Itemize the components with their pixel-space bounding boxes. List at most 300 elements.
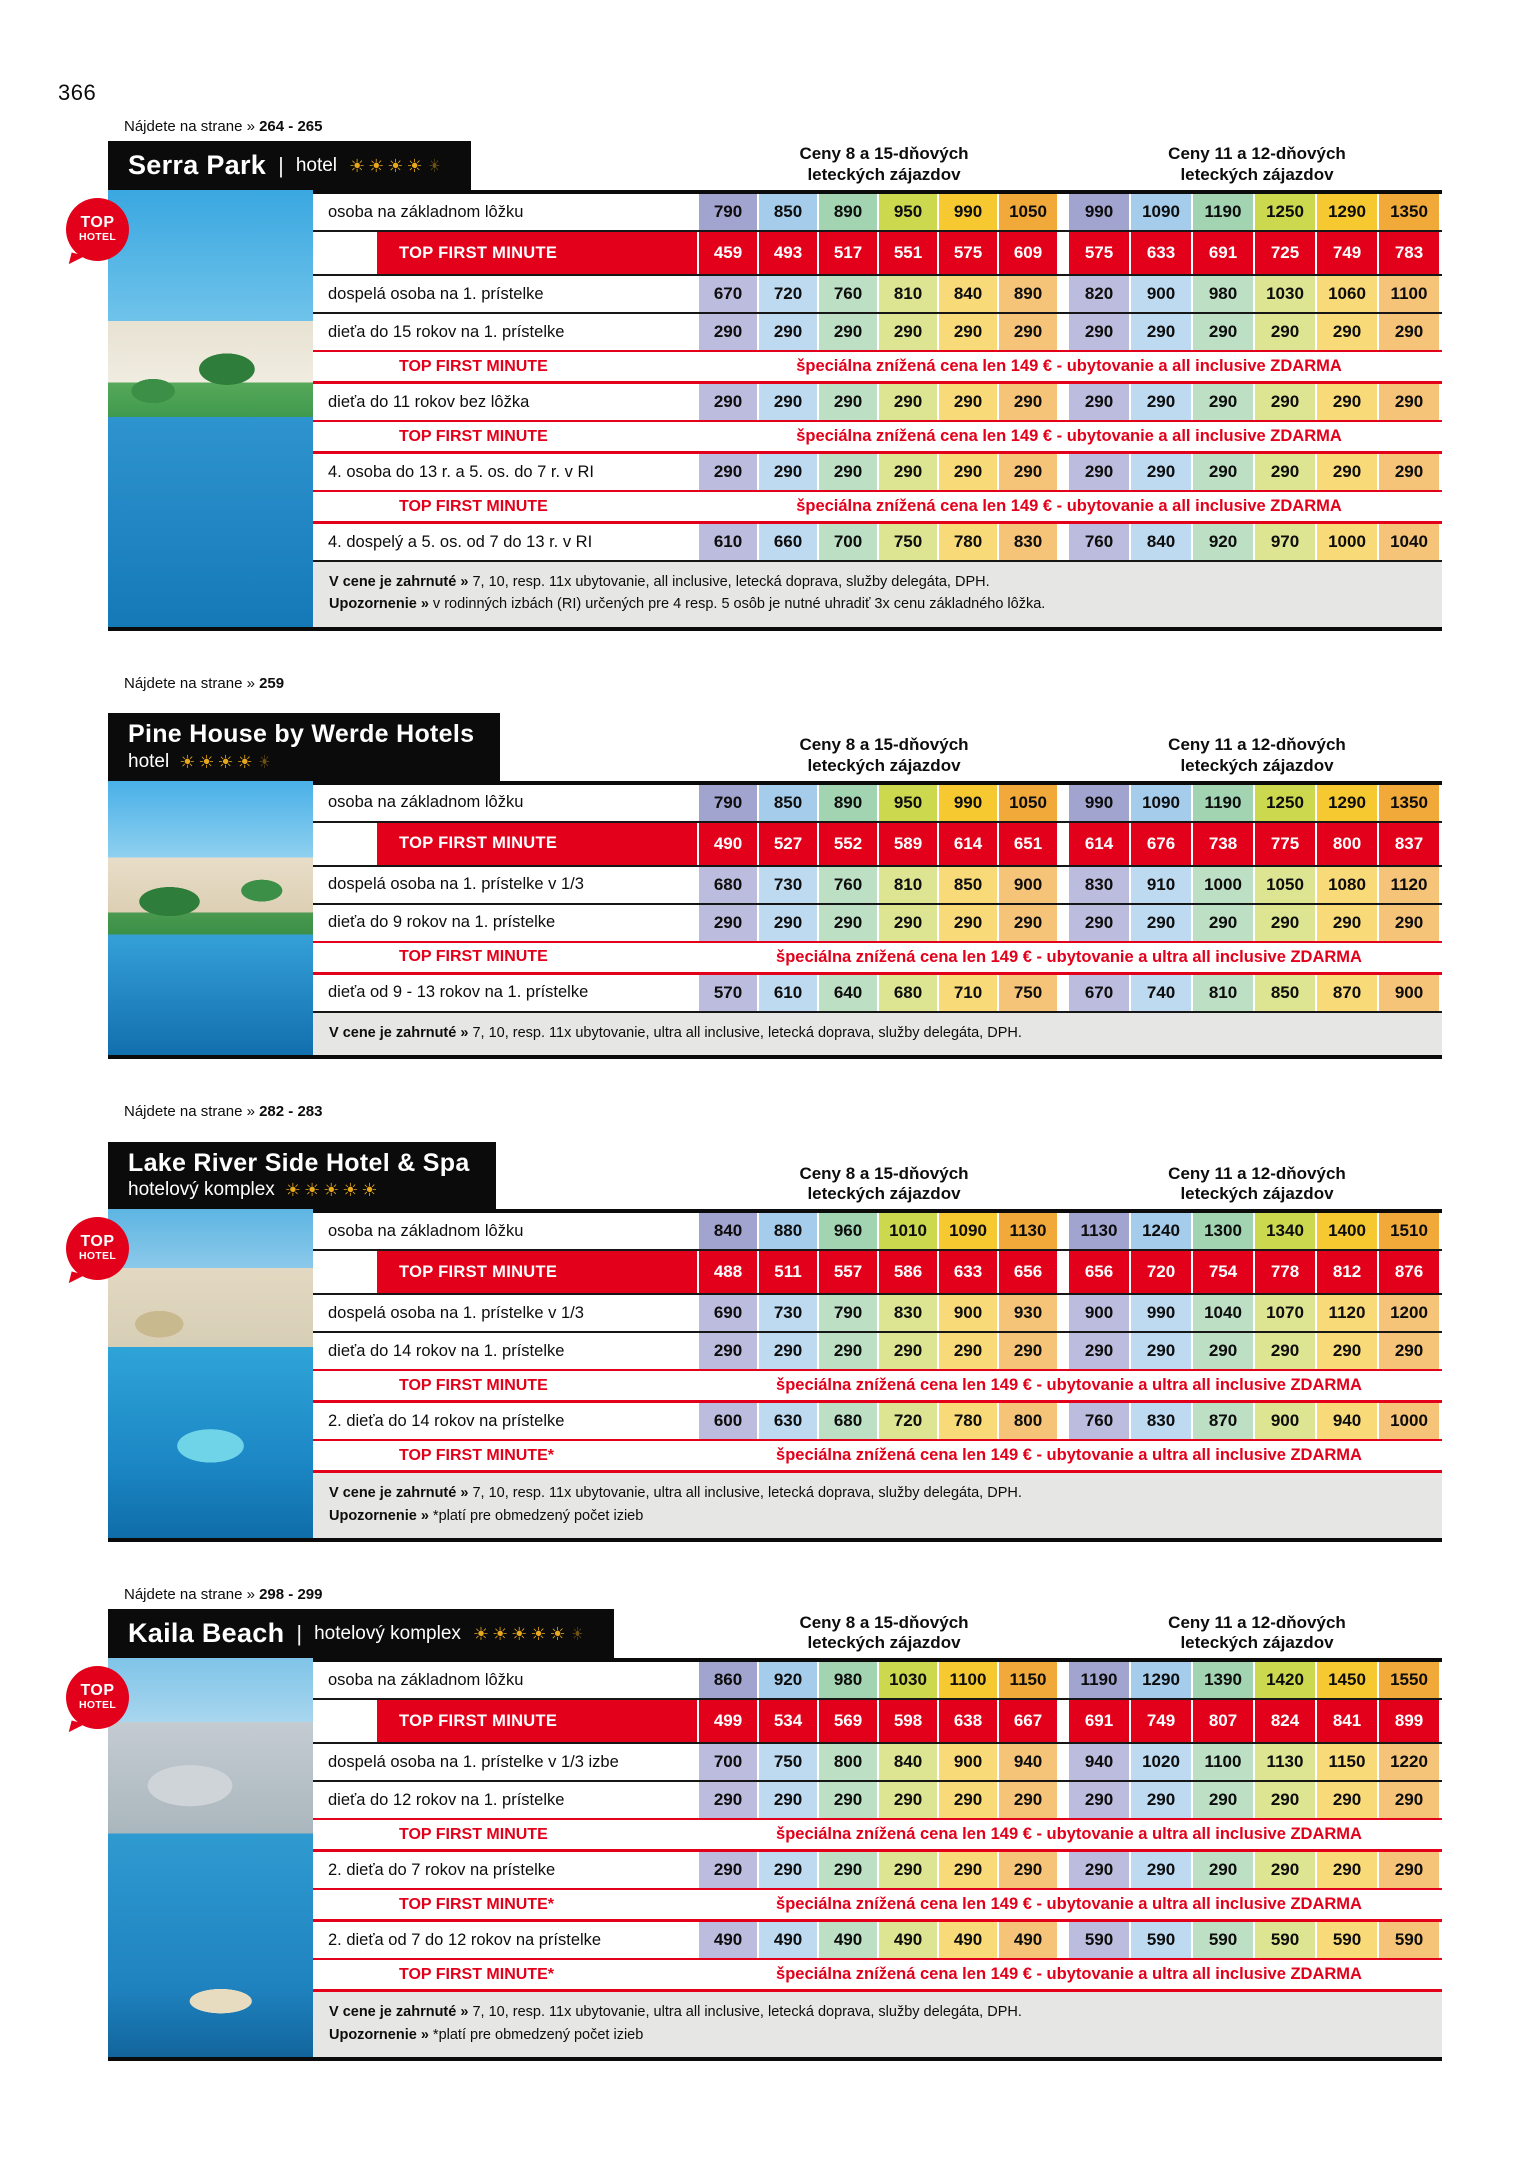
price-row-label: dospelá osoba na 1. prístelke v 1/3 izbe xyxy=(313,1744,697,1780)
price-cell: 1060 xyxy=(1317,276,1377,312)
price-row-label: dospelá osoba na 1. prístelke v 1/3 xyxy=(313,867,697,903)
price-cell: 290 xyxy=(1317,314,1377,350)
top-first-minute-price-cell: 783 xyxy=(1379,232,1439,274)
price-cell: 290 xyxy=(819,384,877,420)
top-first-minute-special-label: TOP FIRST MINUTE xyxy=(313,1371,697,1400)
hotel-section xyxy=(78,1103,1442,1542)
price-cell: 1150 xyxy=(999,1662,1057,1698)
price-cell: 1420 xyxy=(1255,1662,1315,1698)
sun-star-half-icon: ☀ xyxy=(428,155,443,176)
top-first-minute-price-cell: 749 xyxy=(1131,1700,1191,1742)
note-label: Upozornenie » xyxy=(329,596,429,613)
column-group-gap xyxy=(1059,1852,1067,1888)
price-row xyxy=(313,1744,1442,1782)
top-first-minute-special-label: TOP FIRST MINUTE xyxy=(313,492,697,521)
find-on-page-value: 298 - 299 xyxy=(259,1586,323,1604)
price-cell: 290 xyxy=(1379,1333,1439,1369)
price-cell: 290 xyxy=(1193,1852,1253,1888)
price-cell: 810 xyxy=(1193,975,1253,1011)
price-cell: 290 xyxy=(1069,905,1129,941)
price-cell: 1190 xyxy=(1069,1662,1129,1698)
note-label: Upozornenie » xyxy=(329,1507,429,1524)
price-cell: 1000 xyxy=(1379,1403,1439,1439)
price-row-label: osoba na základnom lôžku xyxy=(313,194,697,230)
hotel-section xyxy=(78,118,1442,631)
price-row xyxy=(313,384,1442,420)
price-row-label: 2. dieťa od 7 do 12 rokov na prístelke xyxy=(313,1922,697,1958)
price-cell: 710 xyxy=(939,975,997,1011)
top-first-minute-price-cell: 517 xyxy=(819,232,877,274)
price-cell: 780 xyxy=(939,1403,997,1439)
price-row-label: dieťa do 11 rokov bez lôžka xyxy=(313,384,697,420)
price-cell: 990 xyxy=(1131,1295,1191,1331)
price-row-label: 2. dieťa do 14 rokov na prístelke xyxy=(313,1403,697,1439)
price-cell: 290 xyxy=(759,454,817,490)
price-cell: 290 xyxy=(1255,1782,1315,1818)
price-group-header-line2: leteckých zájazdov xyxy=(1180,1632,1334,1652)
top-first-minute-special-text: špeciálna znížená cena len 149 € - ubytovanie a ultra all inclusive ZDARMA xyxy=(776,947,1362,966)
price-cell: 290 xyxy=(1069,454,1129,490)
price-cell: 980 xyxy=(819,1662,877,1698)
price-cell: 290 xyxy=(1193,1333,1253,1369)
price-cell: 1190 xyxy=(1193,785,1253,821)
hotel-titlebar xyxy=(108,1142,496,1210)
price-cell: 1150 xyxy=(1317,1744,1377,1780)
price-table-notes xyxy=(313,1992,1442,2057)
price-cell: 290 xyxy=(1255,905,1315,941)
top-first-minute-special-label: TOP FIRST MINUTE* xyxy=(313,1441,697,1470)
price-cell: 290 xyxy=(1131,1782,1191,1818)
price-cell: 690 xyxy=(699,1295,757,1331)
section-body xyxy=(78,190,1442,631)
price-cell: 830 xyxy=(879,1295,937,1331)
price-cell: 290 xyxy=(759,1852,817,1888)
hotel-category: hotel xyxy=(295,154,338,176)
price-cell: 290 xyxy=(1255,1333,1315,1369)
top-first-minute-special-text: špeciálna znížená cena len 149 € - ubytovanie a all inclusive ZDARMA xyxy=(796,427,1342,445)
price-cell: 290 xyxy=(1131,905,1191,941)
price-cell: 830 xyxy=(1131,1403,1191,1439)
price-cell: 730 xyxy=(759,1295,817,1331)
top-first-minute-special-row xyxy=(313,1888,1442,1922)
price-cell: 1030 xyxy=(879,1662,937,1698)
note-label: V cene je zahrnuté » xyxy=(329,1485,469,1502)
price-cell: 490 xyxy=(699,1922,757,1958)
top-first-minute-price-cell: 656 xyxy=(1069,1251,1129,1293)
top-first-minute-price-cell: 720 xyxy=(1131,1251,1191,1293)
price-cell: 870 xyxy=(1193,1403,1253,1439)
price-cell: 930 xyxy=(999,1295,1057,1331)
price-cell: 920 xyxy=(1193,524,1253,560)
top-hotel-badge-line1: TOP xyxy=(80,1233,115,1251)
top-first-minute-special-text: špeciálna znížená cena len 149 € - ubytovanie a ultra all inclusive ZDARMA xyxy=(776,1895,1362,1914)
price-cell: 660 xyxy=(759,524,817,560)
section-header xyxy=(108,118,1442,190)
hotel-titlebar xyxy=(108,141,471,190)
price-group-header-line2: leteckých zájazdov xyxy=(807,164,961,184)
price-cell: 910 xyxy=(1131,867,1191,903)
column-group-gap xyxy=(1059,1662,1067,1698)
price-group-header xyxy=(706,735,1062,776)
price-cell: 750 xyxy=(759,1744,817,1780)
price-cell: 750 xyxy=(999,975,1057,1011)
find-on-page-value: 259 xyxy=(259,674,285,692)
find-on-page-value: 282 - 283 xyxy=(259,1103,323,1121)
price-cell: 790 xyxy=(819,1295,877,1331)
title-separator: | xyxy=(278,152,284,178)
price-cell: 290 xyxy=(939,1782,997,1818)
price-cell: 290 xyxy=(1379,1852,1439,1888)
price-cell: 700 xyxy=(819,524,877,560)
hotel-name: Lake River Side Hotel & Spa xyxy=(128,1148,470,1177)
price-cell: 810 xyxy=(879,867,937,903)
price-row xyxy=(313,867,1442,905)
price-cell: 290 xyxy=(1379,384,1439,420)
note-label: Upozornenie » xyxy=(329,2026,429,2043)
column-group-gap xyxy=(1059,276,1067,312)
price-cell: 1250 xyxy=(1255,785,1315,821)
price-cell: 610 xyxy=(699,524,757,560)
price-cell: 290 xyxy=(1069,314,1129,350)
find-on-page-label: Nájdete na strane » xyxy=(124,118,255,135)
price-cell: 290 xyxy=(819,1782,877,1818)
price-cell: 950 xyxy=(879,785,937,821)
price-cell: 850 xyxy=(1255,975,1315,1011)
top-first-minute-price-cell: 459 xyxy=(699,232,757,274)
price-cell: 900 xyxy=(999,867,1057,903)
sun-star-icon: ☀ xyxy=(406,155,426,176)
price-cell: 850 xyxy=(759,194,817,230)
top-first-minute-price-cell: 511 xyxy=(759,1251,817,1293)
find-on-page-label: Nájdete na strane » xyxy=(124,1586,255,1604)
price-row xyxy=(313,314,1442,350)
price-cell: 850 xyxy=(759,785,817,821)
note-line xyxy=(329,593,1426,615)
sun-star-icon: ☀ xyxy=(179,751,199,772)
price-cell: 1300 xyxy=(1193,1213,1253,1249)
find-on-page-line xyxy=(124,1586,322,1603)
note-line xyxy=(329,2024,1426,2046)
column-group-gap xyxy=(1059,975,1067,1011)
price-cell: 890 xyxy=(819,785,877,821)
top-hotel-badge-line1: TOP xyxy=(80,1682,115,1700)
price-cell: 880 xyxy=(759,1213,817,1249)
top-hotel-badge xyxy=(66,1666,129,1729)
price-group-header-line2: leteckých zájazdov xyxy=(807,1632,961,1652)
price-group-header-line1: Ceny 8 a 15-dňových xyxy=(799,144,969,164)
title-separator: | xyxy=(296,1620,303,1646)
section-body xyxy=(78,1658,1442,2061)
hotel-name: Kaila Beach xyxy=(128,1618,285,1649)
top-hotel-badge xyxy=(66,1217,129,1280)
top-first-minute-price-cell: 651 xyxy=(999,823,1057,865)
price-cell: 290 xyxy=(1193,1782,1253,1818)
price-cell: 1000 xyxy=(1317,524,1377,560)
price-cell: 830 xyxy=(999,524,1057,560)
price-cell: 840 xyxy=(1131,524,1191,560)
column-group-gap xyxy=(1059,384,1067,420)
price-cell: 290 xyxy=(819,1333,877,1369)
top-first-minute-price-cell: 633 xyxy=(939,1251,997,1293)
top-first-minute-special-text: špeciálna znížená cena len 149 € - ubytovanie a ultra all inclusive ZDARMA xyxy=(776,1825,1362,1844)
top-first-minute-price-cell: 841 xyxy=(1317,1700,1377,1742)
price-group-header-line2: leteckých zájazdov xyxy=(1180,164,1334,184)
price-group-header xyxy=(1074,735,1440,776)
price-cell: 790 xyxy=(699,194,757,230)
price-row-label: osoba na základnom lôžku xyxy=(313,1213,697,1249)
price-cell: 1340 xyxy=(1255,1213,1315,1249)
price-cell: 900 xyxy=(1069,1295,1129,1331)
top-first-minute-price-cell: 812 xyxy=(1317,1251,1377,1293)
price-cell: 1220 xyxy=(1379,1744,1439,1780)
price-group-header xyxy=(706,144,1062,185)
price-cell: 570 xyxy=(699,975,757,1011)
price-cell: 890 xyxy=(999,276,1057,312)
section-body xyxy=(78,1209,1442,1542)
note-text: 7, 10, resp. 11x ubytovanie, all inclusive, letecká doprava, služby delegáta, DPH. xyxy=(468,574,990,590)
price-table-notes xyxy=(313,1473,1442,1538)
price-cell: 1100 xyxy=(1379,276,1439,312)
price-group-header-line1: Ceny 11 a 12-dňových xyxy=(1168,1612,1346,1632)
hotel-name: Pine House by Werde Hotels xyxy=(128,720,475,749)
price-cell: 1050 xyxy=(999,785,1057,821)
top-first-minute-price-cell: 490 xyxy=(699,823,757,865)
column-group-gap xyxy=(1059,1213,1067,1249)
top-first-minute-label: TOP FIRST MINUTE xyxy=(313,1700,697,1742)
hotel-titlebar xyxy=(108,1609,614,1658)
price-cell: 290 xyxy=(939,454,997,490)
price-cell: 590 xyxy=(1379,1922,1439,1958)
top-hotel-badge-line2: HOTEL xyxy=(78,230,117,243)
sun-star-icon: ☀ xyxy=(549,1623,569,1644)
price-group-header-line2: leteckých zájazdov xyxy=(1180,1184,1334,1204)
top-first-minute-price-cell: 800 xyxy=(1317,823,1377,865)
price-cell: 1100 xyxy=(1193,1744,1253,1780)
price-cell: 800 xyxy=(819,1744,877,1780)
top-first-minute-label: TOP FIRST MINUTE xyxy=(313,232,697,274)
price-row-label: 4. osoba do 13 r. a 5. os. do 7 r. v RI xyxy=(313,454,697,490)
price-cell: 680 xyxy=(879,975,937,1011)
find-on-page-label: Nájdete na strane » xyxy=(124,674,255,692)
note-text: *platí pre obmedzený počet izieb xyxy=(428,2026,644,2043)
sun-star-half-icon: ☀ xyxy=(258,751,273,772)
price-cell: 630 xyxy=(759,1403,817,1439)
price-cell: 290 xyxy=(999,1782,1057,1818)
note-text: 7, 10, resp. 11x ubytovanie, ultra all inclusive, letecká doprava, služby delegáta, DPH. xyxy=(468,1485,1022,1502)
price-cell: 670 xyxy=(699,276,757,312)
hotel-star-rating xyxy=(349,157,445,175)
hotel-photo xyxy=(78,190,313,627)
top-hotel-badge-line2: HOTEL xyxy=(78,1699,117,1712)
price-cell: 860 xyxy=(699,1662,757,1698)
price-cell: 1350 xyxy=(1379,785,1439,821)
price-cell: 290 xyxy=(879,384,937,420)
section-header xyxy=(108,1586,1442,1658)
price-cell: 290 xyxy=(699,1852,757,1888)
price-row xyxy=(313,1852,1442,1888)
price-cell: 290 xyxy=(759,905,817,941)
price-cell: 290 xyxy=(1317,905,1377,941)
find-on-page-value: 264 - 265 xyxy=(259,118,323,135)
price-cell: 290 xyxy=(1317,454,1377,490)
price-cell: 760 xyxy=(819,276,877,312)
price-cell: 830 xyxy=(1069,867,1129,903)
top-first-minute-price-cell: 557 xyxy=(819,1251,877,1293)
price-cell: 290 xyxy=(1255,314,1315,350)
price-cell: 1130 xyxy=(1255,1744,1315,1780)
price-cell: 870 xyxy=(1317,975,1377,1011)
note-label: V cene je zahrnuté » xyxy=(329,2004,469,2021)
price-cell: 780 xyxy=(939,524,997,560)
top-first-minute-special-row xyxy=(313,350,1442,384)
column-group-gap xyxy=(1059,867,1067,903)
price-cell: 290 xyxy=(1131,1333,1191,1369)
top-first-minute-price-cell: 725 xyxy=(1255,232,1315,274)
top-first-minute-price-cell: 778 xyxy=(1255,1251,1315,1293)
note-text: v rodinných izbách (RI) určených pre 4 resp. 5 osôb je nutné uhradiť 3x cenu základného lôžka. xyxy=(428,596,1046,613)
price-cell: 290 xyxy=(879,1782,937,1818)
hotel-sections xyxy=(78,118,1442,2105)
top-first-minute-price-cell: 754 xyxy=(1193,1251,1253,1293)
top-first-minute-price-cell: 614 xyxy=(1069,823,1129,865)
sun-star-icon: ☀ xyxy=(492,1623,512,1644)
price-group-header-line1: Ceny 11 a 12-dňových xyxy=(1168,735,1346,755)
price-group-header xyxy=(1074,1613,1440,1654)
note-line xyxy=(329,571,1426,593)
top-first-minute-price-cell: 676 xyxy=(1131,823,1191,865)
price-cell: 900 xyxy=(1131,276,1191,312)
top-first-minute-special-row xyxy=(313,420,1442,454)
price-cell: 1090 xyxy=(1131,194,1191,230)
price-cell: 1100 xyxy=(939,1662,997,1698)
section-body xyxy=(108,781,1442,1059)
top-first-minute-price-cell: 691 xyxy=(1193,232,1253,274)
price-group-header-line1: Ceny 8 a 15-dňových xyxy=(799,735,969,755)
column-group-gap xyxy=(1059,232,1067,274)
top-first-minute-special-row xyxy=(313,490,1442,524)
price-cell: 640 xyxy=(819,975,877,1011)
price-row-label: osoba na základnom lôžku xyxy=(313,1662,697,1698)
top-first-minute-special-label: TOP FIRST MINUTE* xyxy=(313,1890,697,1919)
price-cell: 290 xyxy=(699,1333,757,1369)
price-table-notes xyxy=(313,562,1442,627)
price-cell: 1550 xyxy=(1379,1662,1439,1698)
price-row-label: dieťa do 9 rokov na 1. prístelke xyxy=(313,905,697,941)
column-group-gap xyxy=(1059,905,1067,941)
price-cell: 1070 xyxy=(1255,1295,1315,1331)
column-group-gap xyxy=(1059,314,1067,350)
price-cell: 290 xyxy=(999,384,1057,420)
price-cell: 1080 xyxy=(1317,867,1377,903)
price-table xyxy=(313,190,1442,627)
price-cell: 290 xyxy=(1317,1333,1377,1369)
price-cell: 290 xyxy=(819,905,877,941)
price-cell: 490 xyxy=(759,1922,817,1958)
price-cell: 940 xyxy=(999,1744,1057,1780)
price-cell: 840 xyxy=(879,1744,937,1780)
price-row-label: dieťa do 15 rokov na 1. prístelke xyxy=(313,314,697,350)
price-cell: 590 xyxy=(1255,1922,1315,1958)
price-cell: 290 xyxy=(999,314,1057,350)
column-group-gap xyxy=(1059,1744,1067,1780)
sun-star-half-icon: ☀ xyxy=(571,1623,586,1644)
column-group-gap xyxy=(1059,194,1067,230)
price-cell: 790 xyxy=(699,785,757,821)
section-header xyxy=(108,1103,1442,1209)
price-cell: 290 xyxy=(699,454,757,490)
top-first-minute-row xyxy=(313,232,1442,276)
price-row xyxy=(313,1295,1442,1333)
price-cell: 1010 xyxy=(879,1213,937,1249)
top-first-minute-special-row xyxy=(313,1958,1442,1992)
top-hotel-badge xyxy=(66,198,129,261)
price-cell: 940 xyxy=(1317,1403,1377,1439)
column-group-gap xyxy=(1059,1295,1067,1331)
sun-star-icon: ☀ xyxy=(368,155,388,176)
price-cell: 1290 xyxy=(1317,194,1377,230)
price-group-header xyxy=(1074,1164,1440,1205)
price-cell: 1020 xyxy=(1131,1744,1191,1780)
price-cell: 1090 xyxy=(939,1213,997,1249)
top-first-minute-price-cell: 667 xyxy=(999,1700,1057,1742)
price-cell: 730 xyxy=(759,867,817,903)
price-table xyxy=(313,1658,1442,2057)
price-row-label: dieťa od 9 - 13 rokov na 1. prístelke xyxy=(313,975,697,1011)
price-cell: 290 xyxy=(999,1333,1057,1369)
price-cell: 290 xyxy=(819,454,877,490)
top-first-minute-special-text: špeciálna znížená cena len 149 € - ubytovanie a all inclusive ZDARMA xyxy=(796,497,1342,515)
note-line xyxy=(329,1505,1426,1527)
hotel-title-line2 xyxy=(128,1179,470,1201)
price-cell: 290 xyxy=(939,905,997,941)
price-cell: 290 xyxy=(939,314,997,350)
top-first-minute-price-cell: 527 xyxy=(759,823,817,865)
price-row-label: dieťa do 12 rokov na 1. prístelke xyxy=(313,1782,697,1818)
top-first-minute-price-cell: 534 xyxy=(759,1700,817,1742)
price-cell: 820 xyxy=(1069,276,1129,312)
find-on-page-line xyxy=(124,675,284,692)
sun-star-icon: ☀ xyxy=(217,751,237,772)
price-cell: 670 xyxy=(1069,975,1129,1011)
price-row xyxy=(313,975,1442,1013)
price-cell: 490 xyxy=(939,1922,997,1958)
top-first-minute-price-cell: 749 xyxy=(1317,232,1377,274)
sun-star-icon: ☀ xyxy=(284,1180,304,1201)
hotel-star-rating xyxy=(285,1181,381,1199)
hotel-photo xyxy=(78,1658,313,2057)
price-cell: 490 xyxy=(999,1922,1057,1958)
top-first-minute-label: TOP FIRST MINUTE xyxy=(313,823,697,865)
price-cell: 680 xyxy=(819,1403,877,1439)
column-group-gap xyxy=(1059,1700,1067,1742)
find-on-page-line xyxy=(124,118,322,135)
price-cell: 960 xyxy=(819,1213,877,1249)
price-cell: 290 xyxy=(999,454,1057,490)
price-cell: 290 xyxy=(699,1782,757,1818)
price-row xyxy=(313,905,1442,941)
column-group-gap xyxy=(1059,1403,1067,1439)
price-row-label: dospelá osoba na 1. prístelke v 1/3 xyxy=(313,1295,697,1331)
price-cell: 290 xyxy=(1131,314,1191,350)
column-group-gap xyxy=(1059,823,1067,865)
price-cell: 290 xyxy=(699,384,757,420)
top-first-minute-price-cell: 575 xyxy=(939,232,997,274)
column-group-gap xyxy=(1059,524,1067,560)
sun-star-icon: ☀ xyxy=(530,1623,550,1644)
price-cell: 290 xyxy=(1069,1333,1129,1369)
top-first-minute-price-cell: 609 xyxy=(999,232,1057,274)
top-first-minute-special-row xyxy=(313,1369,1442,1403)
